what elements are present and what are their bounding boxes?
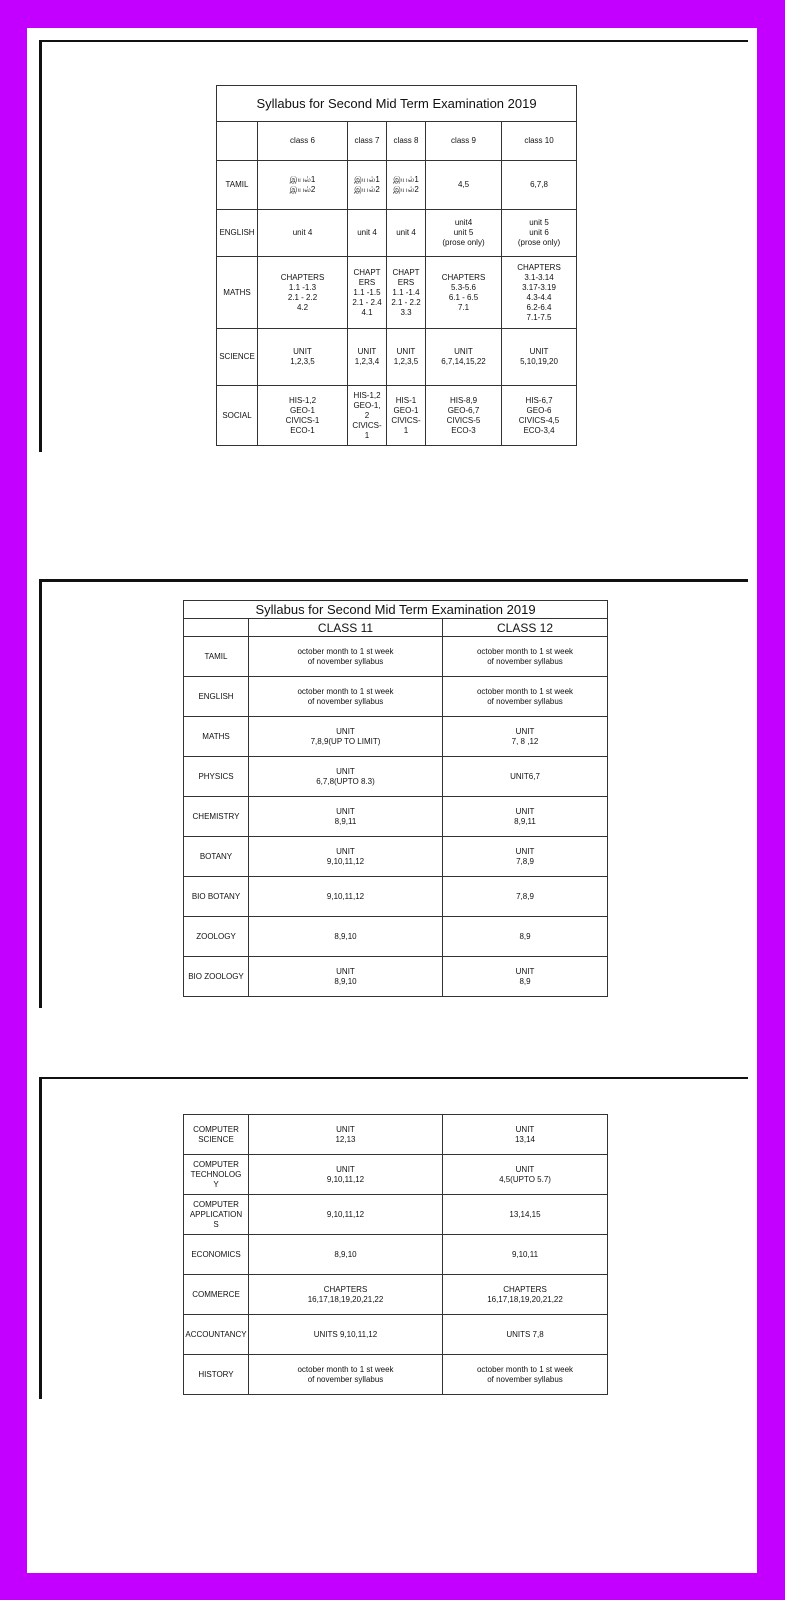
table-cell: UNIT 8,9,11	[249, 797, 443, 837]
table-cell: UNIT 1,2,3,4	[348, 329, 387, 386]
table-row	[184, 1155, 608, 1195]
table-row	[184, 717, 608, 757]
subject-cell: TAMIL	[217, 161, 258, 210]
table-cell: CHAPTERS 3.1-3.14 3.17-3.19 4.3-4.4 6.2-6.4 7.1-7.5	[502, 257, 577, 329]
table-cell: UNIT 7,8,9	[443, 837, 608, 877]
table-cell: CHAPT ERS 1.1 -1.4 2.1 - 2.2 3.3	[387, 257, 426, 329]
table-cell: 9,10,11,12	[249, 1195, 443, 1235]
table-cell: UNIT 6,7,14,15,22	[426, 329, 502, 386]
table-cell: UNIT 8,9,10	[249, 957, 443, 997]
subject-cell: BIO ZOOLOGY	[184, 957, 249, 997]
table-cell: HIS-1 GEO-1 CIVICS- 1	[387, 386, 426, 446]
table-row	[184, 877, 608, 917]
syllabus-sheet-3	[183, 1114, 608, 1395]
subject-cell: CHEMISTRY	[184, 797, 249, 837]
table-row	[217, 329, 577, 386]
table-cell: unit 5 unit 6 (prose only)	[502, 210, 577, 257]
table-cell: UNIT 1,2,3,5	[258, 329, 348, 386]
table-row	[184, 1315, 608, 1355]
subject-cell: HISTORY	[184, 1355, 249, 1395]
table-cell: 8,9,10	[249, 917, 443, 957]
table-row	[184, 1195, 608, 1235]
table-title: Syllabus for Second Mid Term Examination 2019	[184, 601, 608, 619]
table-cell: CHAPTERS 16,17,18,19,20,21,22	[443, 1275, 608, 1315]
syllabus-sheet-2	[183, 600, 608, 997]
table-row	[217, 161, 577, 210]
table-row	[184, 757, 608, 797]
table-cell: இயல்1 இயல்2	[348, 161, 387, 210]
table-cell: UNIT 1,2,3,5	[387, 329, 426, 386]
table-cell: october month to 1 st week of november syllabus	[249, 637, 443, 677]
table-cell: october month to 1 st week of november syllabus	[443, 1355, 608, 1395]
table-row	[184, 637, 608, 677]
table-cell: HIS-1,2 GEO-1 CIVICS-1 ECO-1	[258, 386, 348, 446]
table-row	[184, 1355, 608, 1395]
header-cell: class 8	[387, 122, 426, 161]
table-cell: HIS-8,9 GEO-6,7 CIVICS-5 ECO-3	[426, 386, 502, 446]
table-cell: 7,8,9	[443, 877, 608, 917]
table-cell: 4,5	[426, 161, 502, 210]
table-row	[184, 677, 608, 717]
table-cell: october month to 1 st week of november syllabus	[249, 677, 443, 717]
table-row	[184, 797, 608, 837]
table-cell: UNIT 4,5(UPTO 5.7)	[443, 1155, 608, 1195]
table-row	[184, 837, 608, 877]
syllabus-sheet-1	[216, 85, 577, 446]
table-cell: CHAPTERS 16,17,18,19,20,21,22	[249, 1275, 443, 1315]
subject-cell: SOCIAL	[217, 386, 258, 446]
table-cell: 13,14,15	[443, 1195, 608, 1235]
table-cell: unit 4	[258, 210, 348, 257]
header-cell: CLASS 12	[443, 619, 608, 637]
subject-cell: MATHS	[217, 257, 258, 329]
header-cell: class 7	[348, 122, 387, 161]
subject-cell: ZOOLOGY	[184, 917, 249, 957]
table-cell: UNIT 13,14	[443, 1115, 608, 1155]
table-cell: HIS-6,7 GEO-6 CIVICS-4,5 ECO-3,4	[502, 386, 577, 446]
table-cell: 8,9,10	[249, 1235, 443, 1275]
table-cell: இயல்1 இயல்2	[258, 161, 348, 210]
table-cell: october month to 1 st week of november syllabus	[443, 637, 608, 677]
subject-cell: PHYSICS	[184, 757, 249, 797]
table-cell: UNITS 9,10,11,12	[249, 1315, 443, 1355]
table-cell: UNIT 8,9	[443, 957, 608, 997]
subject-cell: ENGLISH	[217, 210, 258, 257]
syllabus-table-class11-12	[183, 600, 608, 997]
header-cell: class 9	[426, 122, 502, 161]
subject-cell: TAMIL	[184, 637, 249, 677]
subject-cell: COMMERCE	[184, 1275, 249, 1315]
header-cell	[184, 619, 249, 637]
table-row	[217, 257, 577, 329]
table-row	[184, 917, 608, 957]
subject-cell: ENGLISH	[184, 677, 249, 717]
table-cell: unit 4	[348, 210, 387, 257]
table-cell: UNIT 12,13	[249, 1115, 443, 1155]
subject-cell: ECONOMICS	[184, 1235, 249, 1275]
table-cell: 9,10,11	[443, 1235, 608, 1275]
table-cell: unit4 unit 5 (prose only)	[426, 210, 502, 257]
header-cell: CLASS 11	[249, 619, 443, 637]
subject-cell: COMPUTER APPLICATION S	[184, 1195, 249, 1235]
header-cell: class 10	[502, 122, 577, 161]
table-row	[184, 1275, 608, 1315]
table-cell: UNIT 5,10,19,20	[502, 329, 577, 386]
subject-cell: COMPUTER TECHNOLOG Y	[184, 1155, 249, 1195]
table-title: Syllabus for Second Mid Term Examination 2019	[217, 86, 577, 122]
table-cell: UNIT 7, 8 ,12	[443, 717, 608, 757]
subject-cell: BIO BOTANY	[184, 877, 249, 917]
table-cell: இயல்1 இயல்2	[387, 161, 426, 210]
table-cell: october month to 1 st week of november syllabus	[443, 677, 608, 717]
table-row	[184, 1235, 608, 1275]
header-cell: class 6	[258, 122, 348, 161]
table-cell: UNIT 8,9,11	[443, 797, 608, 837]
table-row	[184, 1115, 608, 1155]
table-cell: october month to 1 st week of november syllabus	[249, 1355, 443, 1395]
table-cell: UNIT 7,8,9(UP TO LIMIT)	[249, 717, 443, 757]
table-row	[184, 957, 608, 997]
table-cell: UNIT6,7	[443, 757, 608, 797]
syllabus-table-electives	[183, 1114, 608, 1395]
table-cell: 9,10,11,12	[249, 877, 443, 917]
subject-cell: SCIENCE	[217, 329, 258, 386]
syllabus-table-class6-10	[216, 85, 577, 446]
table-cell: HIS-1,2 GEO-1, 2 CIVICS- 1	[348, 386, 387, 446]
table-cell: 8,9	[443, 917, 608, 957]
table-cell: UNIT 9,10,11,12	[249, 1155, 443, 1195]
table-cell: UNIT 9,10,11,12	[249, 837, 443, 877]
table-cell: UNIT 6,7,8(UPTO 8.3)	[249, 757, 443, 797]
table-cell: CHAPTERS 1.1 -1.3 2.1 - 2.2 4.2	[258, 257, 348, 329]
table-cell: UNITS 7,8	[443, 1315, 608, 1355]
table-row	[217, 386, 577, 446]
subject-cell: BOTANY	[184, 837, 249, 877]
table-cell: unit 4	[387, 210, 426, 257]
table-cell: 6,7,8	[502, 161, 577, 210]
subject-cell: COMPUTER SCIENCE	[184, 1115, 249, 1155]
table-cell: CHAPT ERS 1.1 -1.5 2.1 - 2.4 4.1	[348, 257, 387, 329]
table-row	[217, 210, 577, 257]
subject-cell: MATHS	[184, 717, 249, 757]
subject-cell: ACCOUNTANCY	[184, 1315, 249, 1355]
header-cell	[217, 122, 258, 161]
table-cell: CHAPTERS 5.3-5.6 6.1 - 6.5 7.1	[426, 257, 502, 329]
